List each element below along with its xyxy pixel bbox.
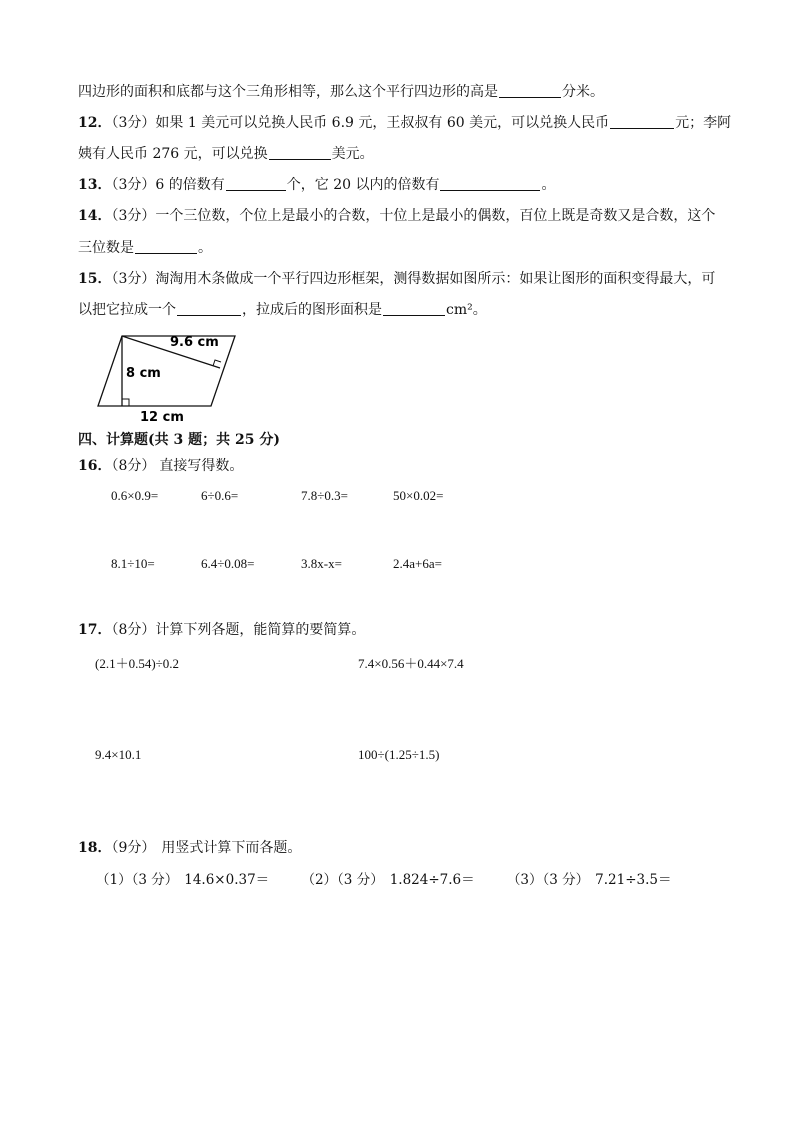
label-base: 12 cm xyxy=(140,410,184,424)
q16-line xyxy=(78,456,243,476)
q11-text-after: 分米。 xyxy=(562,84,604,100)
q13-text-b: 个，它 20 以内的倍数有 xyxy=(286,177,440,193)
q17-number: 17． xyxy=(78,622,112,638)
q13-number: 13． xyxy=(78,177,112,193)
q15-text-1: 淘淘用木条做成一个平行四边形框架，测得数据如图所示：如果让图形的面积变得最大，可 xyxy=(155,271,716,287)
q16-expr-2: 6÷0.6= xyxy=(201,488,239,503)
q16-expr-8: 2.4a+6a= xyxy=(393,556,442,571)
q18-items-row xyxy=(96,870,672,890)
q14-line1 xyxy=(78,206,715,226)
q14-line2 xyxy=(78,238,212,258)
right-angle-mark-side xyxy=(213,360,221,366)
q18-item-2-expr: 1.824÷7.6＝ xyxy=(389,872,475,888)
q15-line1 xyxy=(78,269,715,289)
q16-expr-1: 0.6×0.9= xyxy=(111,488,159,503)
q11-line xyxy=(78,82,604,102)
section-4-title: 四、计算题(共 3 题；共 25 分) xyxy=(78,432,280,448)
q16-prompt: 直接写得数。 xyxy=(159,458,244,474)
q17-prompt: 计算下列各题，能简算的要简算。 xyxy=(155,622,366,638)
label-diagonal: 9.6 cm xyxy=(170,335,219,350)
q15-answer-blank-2[interactable] xyxy=(383,301,445,316)
q12-score: （3分） xyxy=(111,115,156,131)
q18-number: 18． xyxy=(78,840,112,856)
q15-answer-blank-1[interactable] xyxy=(177,301,241,316)
q18-item-2-label: （2）（3 分） xyxy=(301,872,384,888)
q15-text-2a: 以把它拉成一个 xyxy=(78,302,176,318)
q14-text-2b: 。 xyxy=(198,240,212,256)
q12-answer-blank-1[interactable] xyxy=(610,114,674,129)
q12-number: 12． xyxy=(78,115,112,131)
q11-answer-blank[interactable] xyxy=(499,83,561,98)
q16-expr-5: 8.1÷10= xyxy=(111,556,155,571)
q18-line xyxy=(78,838,301,858)
q14-score: （3分） xyxy=(111,208,156,224)
q15-text-2c: cm²。 xyxy=(446,302,487,318)
q15-score: （3分） xyxy=(111,271,156,287)
q18-item-1-expr: 14.6×0.37＝ xyxy=(184,872,270,888)
q12-line2 xyxy=(78,144,374,164)
q13-answer-blank-1[interactable] xyxy=(226,176,286,191)
q17-line xyxy=(78,620,365,640)
q17-expr-3: 9.4×10.1 xyxy=(95,747,142,762)
q17-expr-1: (2.1＋0.54)÷0.2 xyxy=(95,656,180,671)
q16-number: 16． xyxy=(78,458,112,474)
q12-answer-blank-2[interactable] xyxy=(269,145,331,160)
q14-text-1: 一个三位数，个位上是最小的合数，十位上是最小的偶数，百位上既是奇数又是合数，这个 xyxy=(155,208,716,224)
q12-text-2a: 姨有人民币 276 元，可以兑换 xyxy=(78,146,268,162)
q18-item-3-expr: 7.21÷3.5＝ xyxy=(595,872,672,888)
q14-text-2a: 三位数是 xyxy=(78,240,134,256)
q13-text-a: 6 的倍数有 xyxy=(155,177,225,193)
label-height: 8 cm xyxy=(126,366,161,381)
right-angle-mark-base xyxy=(122,399,129,406)
q16-expr-4: 50×0.02= xyxy=(393,488,444,503)
q16-expr-3: 7.8÷0.3= xyxy=(301,488,348,503)
q16-score: （8分） xyxy=(111,458,156,474)
q18-prompt: 用竖式计算下而各题。 xyxy=(161,840,302,856)
q17-expr-4: 100÷(1.25÷1.5) xyxy=(358,747,440,762)
q15-text-2b: ，拉成后的图形面积是 xyxy=(242,302,382,318)
q18-score: （9分） xyxy=(111,840,156,856)
q13-text-c: 。 xyxy=(541,177,556,193)
q14-answer-blank[interactable] xyxy=(135,239,197,254)
q14-number: 14． xyxy=(78,208,112,224)
q13-score: （3分） xyxy=(111,177,156,193)
q15-parallelogram-figure xyxy=(90,328,250,424)
q15-number: 15． xyxy=(78,271,112,287)
q17-expr-2: 7.4×0.56＋0.44×7.4 xyxy=(358,656,464,671)
q16-expr-6: 6.4÷0.08= xyxy=(201,556,255,571)
q17-score: （8分） xyxy=(111,622,156,638)
q12-text-1a: 如果 1 美元可以兑换人民币 6.9 元，王叔叔有 60 美元，可以兑换人民币 xyxy=(155,115,610,131)
q18-item-3-label: （3）（3 分） xyxy=(506,872,590,888)
q16-expr-7: 3.8x-x= xyxy=(301,556,342,571)
q13-answer-blank-2[interactable] xyxy=(440,176,540,191)
q12-line1 xyxy=(78,113,731,133)
q13-line xyxy=(78,175,555,195)
q12-text-1b: 元；李阿 xyxy=(675,115,732,131)
q12-text-2b: 美元。 xyxy=(331,146,374,162)
q18-item-1-label: （1）（3 分） xyxy=(96,872,179,888)
q11-text-before: 四边形的面积和底都与这个三角形相等，那么这个平行四边形的高是 xyxy=(78,84,498,100)
q15-line2 xyxy=(78,300,487,320)
